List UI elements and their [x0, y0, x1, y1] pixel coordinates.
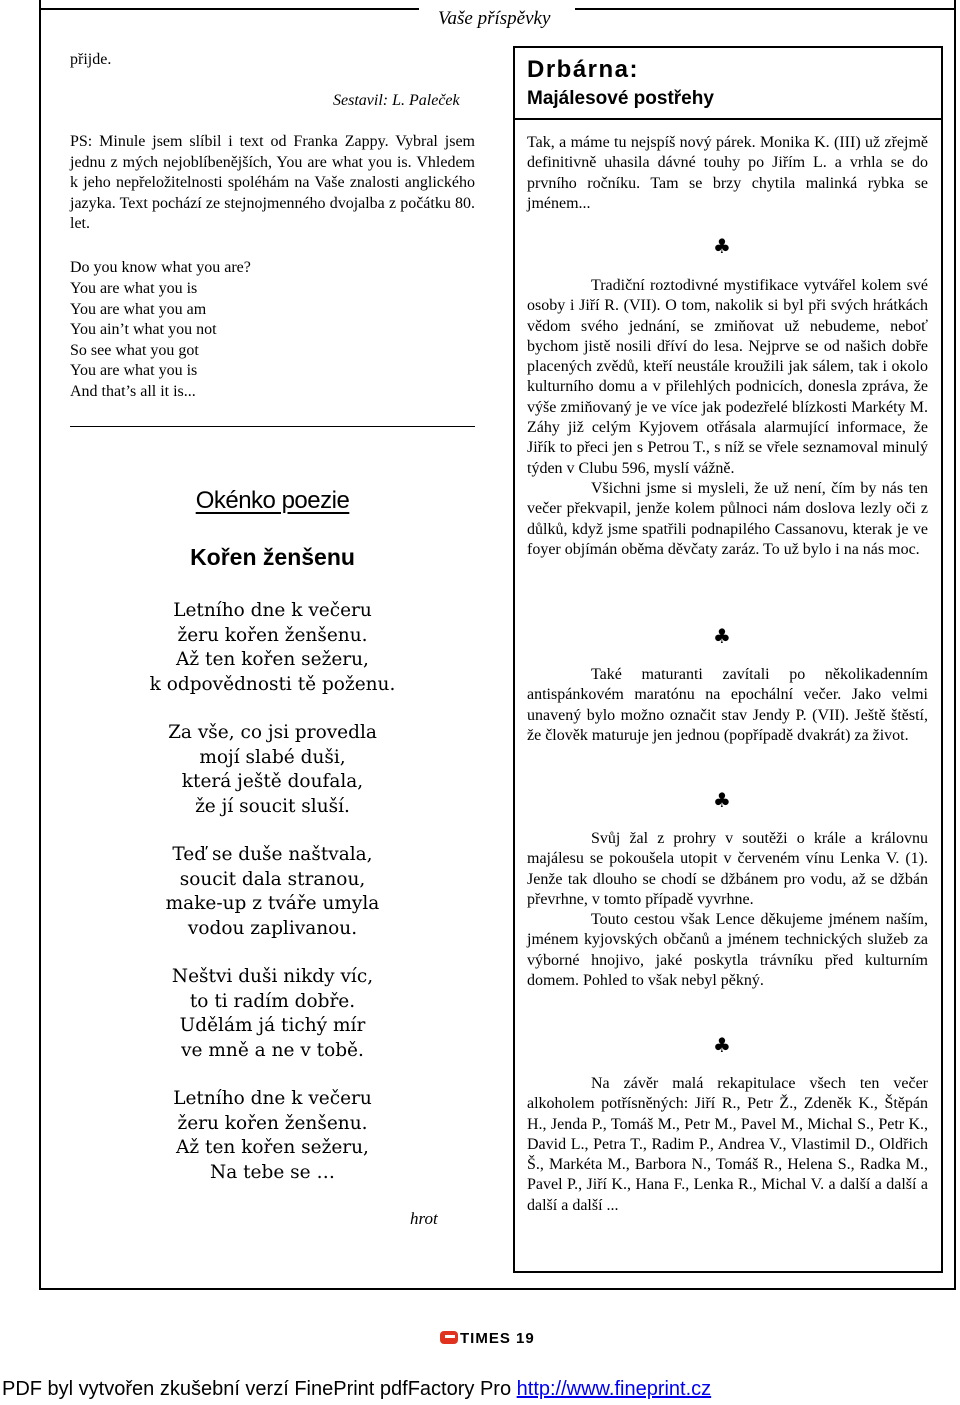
pdf-note — [2, 1378, 711, 1401]
lyric-line: You are what you am — [70, 300, 207, 318]
fineprint-link[interactable]: http://www.fineprint.cz — [516, 1378, 712, 1400]
poem-line: Udělám já tichý mír — [179, 1015, 366, 1036]
gossip-paragraph: Tradiční roztodivné mystifikace vytvářel kolem své osoby i Jiří R. (VII). O tom, nakolik si byl při svých hrátkách vědom svého jednání, se zmiňovat už nebudeme, neboť bychom jistě nosili dříví do lesa. Nejprve se od našich dobře placených zvědů, kteří neustále kroužili jak sálem, tak i okolo kulturního domu a v přilehlých podnicích, donesla zpráva, že výše zmiňovaný je ve více jak podezřelé blízkosti Markéty M. Záhy již celým Kyjovem otřásala alarmující informace, že Jiřík to přeci jen s Petrou T., s níž se vřele seznamoval minulý týden v Clubu 596, myslí vážně. — [527, 277, 928, 477]
gossip-title: Drbárna: — [527, 56, 640, 83]
continued-text — [70, 50, 475, 71]
poem — [70, 599, 475, 1209]
gossip-paragraph: Svůj žal z prohry v soutěži o krále a královnu majálesu se pokoušela utopit v červeném vínu Lenka V. (1). Jenže tak dlouho se chodí se džbánem pro vodu, až se džbán převrhne, v tomto případě vyvrhne. — [527, 830, 928, 908]
poem-line: žeru kořen ženšenu. — [177, 624, 368, 646]
poem-line: Neštvi duši nikdy víc, — [171, 966, 374, 987]
gossip-paragraph: Tak, a máme tu nejspíš nový párek. Monika K. (III) už zřejmě definitivně uhasila dávné touhy po Jiřím L. a vrhla se do prvního ročníku. Tam se brzy chytila malinká rybka se jménem... — [527, 134, 928, 212]
gossip-subtitle: Majálesové postřehy — [527, 88, 714, 109]
stanza — [70, 965, 475, 1063]
gossip-block — [527, 133, 928, 214]
poem-line: Až ten kořen sežeru, — [176, 1137, 369, 1158]
gossip-paragraph: Na závěr malá rekapitulace všech ten večer alkoholem potřísněných: Jiří R., Petr Ž., Zdeněk K., Štěpán H., Jenda P., Tomáš M., Petr M., Pavel M., Michal S., Petr K., David L., Petra T., Radim P., Andrea V., Vlastimil D., Oldřich Š., Markéta M., Barbora N., Tomáš R., Helena S., Radka M., Pavel P., Jiří K., Hana F., Lenka R., Michal V. a další a další a další a další ... — [527, 1075, 928, 1214]
stanza — [70, 1087, 475, 1185]
gossip-paragraph: Touto cestou však Lence děkujeme jménem naším, jménem kyjovských občanů a jménem technických služeb za výborné hnojivo, jaké poskytla trávníku před kulturním domem. Pohled to však nebyl pěkný. — [527, 911, 928, 990]
poem-line: Za vše, co jsi provedla — [168, 722, 377, 743]
poem-line: make-up z tváře umyla — [165, 893, 380, 914]
poem-line: Teď se duše naštvala, — [172, 844, 373, 865]
poetry-heading: Okénko poezie — [195, 487, 350, 514]
poem-line: k odpovědnosti tě poženu. — [149, 673, 396, 695]
lyric-line: And that’s all it is... — [70, 383, 196, 401]
club-icon: ♣ — [713, 624, 731, 648]
club-icon: ♣ — [713, 1033, 731, 1057]
stanza — [70, 599, 475, 697]
top-rule-right — [575, 8, 956, 10]
poem-line: ve mně a ne v tobě. — [181, 1039, 364, 1061]
gossip-block — [527, 1074, 928, 1216]
gossip-title-rule — [513, 118, 943, 120]
gossip-block — [527, 829, 928, 991]
brand-name: TIMES 19 — [460, 1330, 535, 1347]
top-rule-left — [39, 8, 419, 10]
lyric-line: So see what you got — [70, 341, 199, 359]
separator — [70, 426, 475, 427]
poem-title: Kořen ženšenu — [190, 544, 355, 570]
poem-line: která ještě doufala, — [181, 771, 364, 792]
poem-line: Až ten kořen sežeru, — [176, 649, 369, 670]
brand-logo-icon — [440, 1331, 458, 1344]
poem-line: Letního dne k večeru — [173, 1088, 372, 1109]
poem-author: hrot — [410, 1209, 438, 1228]
poem-line: vodou zaplivanou. — [187, 917, 358, 939]
stanza — [70, 721, 475, 819]
lyrics — [70, 258, 475, 403]
ps-paragraph: PS: Minule jsem slíbil i text od Franka Zappy. Vybral jsem jednu z mých nejoblíbenějších, You are what you is. Vhledem k jeho nepřeložitelnosti spoléhám na Vaše znalosti anglického jazyka. Text pochází ze stejnojmenného dvojalba z počátku 80. let. — [70, 133, 475, 232]
club-icon: ♣ — [713, 234, 731, 258]
poem-line: mojí slabé duši, — [199, 746, 346, 768]
section-title: Vaše příspěvky — [438, 8, 551, 29]
gossip-paragraph: Všichni jsme si mysleli, že už není, čím by nás ten večer překvapil, jenže kolem půlnoci nám doslova lezly oči z důlků, když jsme spatřili podnapilého Cassanovu, kterak je ve foyer objímán oběma děvčaty zaráz. To už bylo i na nás moc. — [527, 479, 928, 558]
pdf-note-text: PDF byl vytvořen zkušební verzí FinePrint pdfFactory Pro — [2, 1378, 512, 1400]
continued-word: přijde. — [70, 51, 112, 68]
poem-line: Na tebe se … — [210, 1161, 335, 1183]
gossip-block — [527, 276, 928, 560]
poem-line: to ti radím dobře. — [189, 990, 356, 1012]
footer-brand — [440, 1330, 535, 1347]
lyric-line: Do you know what you are? — [70, 259, 251, 276]
lyric-line: You are what you is — [70, 280, 198, 298]
stanza — [70, 843, 475, 941]
gossip-paragraph: Také maturanti zavítali po několikadenním antispánkovém maratónu na epochální večer. Jako velmi unavený bylo možno označit stav Jendy P. (VII). Ještě štěstí, že člověk maturuje jen jednou (popřípadě dvakrát) za život. — [527, 666, 928, 744]
poem-line: Letního dne k večeru — [173, 600, 372, 621]
gossip-block — [527, 665, 928, 746]
poem-line: žeru kořen ženšenu. — [177, 1112, 368, 1134]
poem-line: že jí soucit sluší. — [195, 795, 350, 817]
signoff: Sestavil: L. Paleček — [333, 92, 460, 109]
poem-line: soucit dala stranou, — [179, 868, 366, 890]
lyric-line: You ain’t what you not — [70, 321, 217, 339]
lyric-line: You are what you is — [70, 362, 198, 380]
club-icon: ♣ — [713, 788, 731, 812]
